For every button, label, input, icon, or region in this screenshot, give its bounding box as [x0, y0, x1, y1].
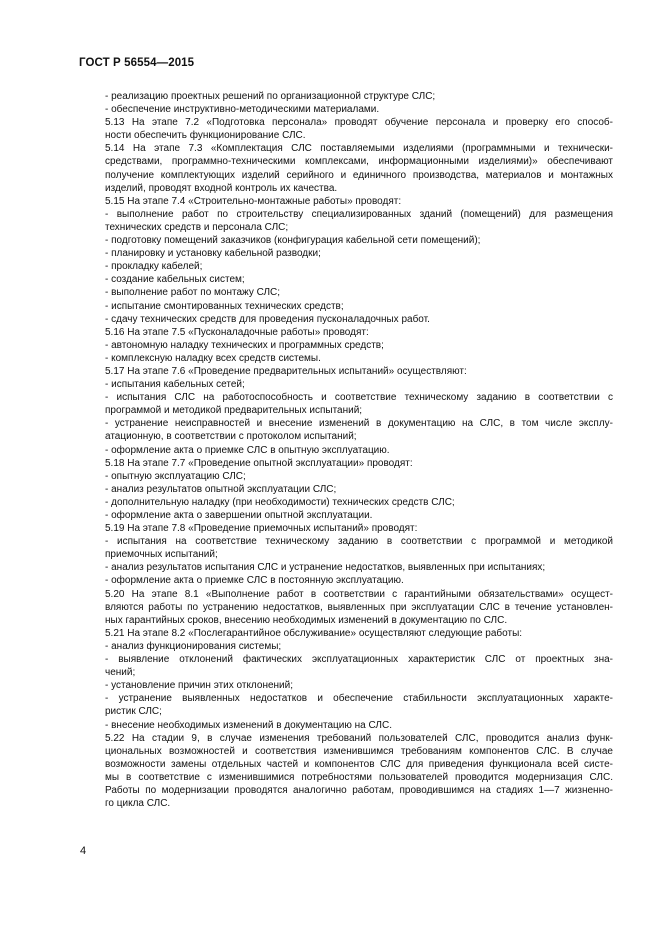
text-line: - подготовку помещений заказчиков (конфигурация кабельной сети помещений);	[105, 235, 481, 247]
paragraph	[79, 103, 613, 116]
text-line: - обеспечение инструктивно-методическими материалами.	[105, 104, 380, 116]
paragraph	[79, 391, 613, 417]
text-line: ности обеспечить функционирование СЛС.	[105, 130, 306, 142]
text-line: 5.14 На этапе 7.3 «Комплектация СЛС поставляемыми изделиями (программными и технически-	[105, 143, 613, 155]
text-line: - оформление акта о приемке СЛС в постоянную эксплуатацию.	[105, 575, 404, 587]
paragraph	[79, 300, 613, 313]
text-line: - выявление отклонений фактических эксплуатационных характеристик СЛС от проектных зна-	[105, 654, 613, 666]
paragraph	[79, 679, 613, 692]
text-line: - испытание смонтированных технических средств;	[105, 300, 344, 312]
paragraph	[79, 273, 613, 286]
text-line: 5.15 На этапе 7.4 «Строительно-монтажные работы» проводят:	[105, 195, 402, 207]
text-line: - устранение выявленных недостатков и обеспечение стабильности эксплуатационных характе-	[105, 693, 613, 705]
paragraph	[79, 208, 613, 234]
text-line: атационную, в соответствии с протоколом испытаний;	[105, 431, 357, 443]
paragraph	[79, 640, 613, 653]
text-line: 5.17 На этапе 7.6 «Проведение предварительных испытаний» осуществляют:	[105, 365, 467, 377]
paragraph	[79, 692, 613, 718]
text-line: - оформление акта о приемке СЛС в опытную эксплуатацию.	[105, 444, 390, 456]
text-line: 5.19 На этапе 7.8 «Проведение приемочных испытаний» проводят:	[105, 523, 418, 535]
paragraph	[79, 627, 613, 640]
document-body	[79, 90, 613, 810]
paragraph	[79, 234, 613, 247]
paragraph	[79, 116, 613, 142]
text-line: - оформление акта о завершении опытной эксплуатации.	[105, 510, 373, 521]
paragraph	[79, 719, 613, 732]
text-line: вляются работы по устранению недостатков, выявленных при эксплуатации СЛС в течение установлен-	[105, 601, 613, 613]
text-line: - выполнение работ по монтажу СЛС;	[105, 287, 281, 299]
text-line: - испытания на соответствие техническому заданию в соответствии с программой и методикой	[105, 536, 613, 548]
text-line: - выполнение работ по строительству специализированных зданий (помещений) для размещения	[105, 208, 613, 220]
paragraph	[79, 483, 613, 496]
paragraph	[79, 574, 613, 587]
paragraph	[79, 653, 613, 679]
text-line: изделий, проводят входной контроль их качества.	[105, 182, 338, 194]
paragraph	[79, 496, 613, 509]
paragraph	[79, 470, 613, 483]
paragraph	[79, 535, 613, 561]
paragraph	[79, 326, 613, 339]
text-line: - прокладку кабелей;	[105, 261, 203, 273]
text-line: ных гарантийных сроков, внесению необходимых изменений в документацию по СЛС.	[105, 614, 508, 626]
text-line: 5.20 На этапе 8.1 «Выполнение работ в соответствии с гарантийными обязательствами» осущест-	[105, 588, 613, 600]
text-line: - испытания кабельных сетей;	[105, 379, 245, 391]
text-line: - комплексную наладку всех средств системы.	[105, 352, 321, 364]
paragraph	[79, 588, 613, 627]
text-line: го цикла СЛС.	[105, 798, 171, 810]
text-line: 5.18 На этапе 7.7 «Проведение опытной эксплуатации» проводят:	[105, 457, 413, 469]
paragraph	[79, 247, 613, 260]
paragraph	[79, 732, 613, 811]
page-number: 4	[80, 845, 87, 857]
paragraph	[79, 90, 613, 103]
text-line: мы в соответствие с изменившимися потребностями пользователей проводится модернизация СЛС.	[105, 771, 613, 783]
document-header: ГОСТ Р 56554—2015	[79, 57, 195, 69]
text-line: приемочных испытаний;	[105, 549, 218, 561]
paragraph	[79, 417, 613, 443]
text-line: - анализ функционирования системы;	[105, 640, 282, 652]
text-line: чений;	[105, 667, 136, 679]
paragraph	[79, 522, 613, 535]
paragraph	[79, 195, 613, 208]
text-line: - опытную эксплуатацию СЛС;	[105, 470, 246, 482]
text-line: средствами, программно-техническими комплексами, информационными изделиями)» обеспечивают	[105, 156, 613, 168]
text-line: - реализацию проектных решений по организационной структуре СЛС;	[105, 91, 436, 102]
text-line: 5.16 На этапе 7.5 «Пусконаладочные работы» проводят:	[105, 326, 369, 338]
paragraph	[79, 260, 613, 273]
text-line: - дополнительную наладку (при необходимости) технических средств СЛС;	[105, 496, 455, 508]
text-line: - установление причин этих отклонений;	[105, 680, 293, 692]
text-line: программой и методикой предварительных испытаний;	[105, 405, 363, 417]
paragraph	[79, 365, 613, 378]
text-line: - планировку и установку кабельной разводки;	[105, 248, 321, 260]
paragraph	[79, 509, 613, 522]
text-line: циональных возможностей и соответствия изменившимся требованиям компонентов СЛС. В случае	[105, 745, 613, 757]
text-line: - создание кабельных систем;	[105, 274, 245, 286]
paragraph	[79, 313, 613, 326]
text-line: - устранение неисправностей и внесение изменений в документацию на СЛС, в том числе эксплу-	[105, 418, 613, 430]
paragraph	[79, 286, 613, 299]
paragraph	[79, 339, 613, 352]
text-line: - внесение необходимых изменений в документацию на СЛС.	[105, 719, 392, 731]
paragraph	[79, 444, 613, 457]
text-line: - автономную наладку технических и программных средств;	[105, 339, 384, 351]
text-line: получение комплектующих изделий серийного и единичного производства, материалов и монтажных	[105, 169, 613, 181]
text-line: технических средств и персонала СЛС;	[105, 221, 289, 233]
text-line: Работы по модернизации проводятся аналогично работам, проводившимся на стадиях 1—7 жизненно-	[105, 784, 613, 796]
text-line: возможности замены отдельных частей и компонентов СЛС для приведения функционала всей систе-	[105, 758, 613, 770]
paragraph	[79, 457, 613, 470]
text-line: ристик СЛС;	[105, 706, 162, 718]
paragraph	[79, 378, 613, 391]
text-line: - сдачу технических средств для проведения пусконаладочных работ.	[105, 313, 430, 325]
paragraph	[79, 142, 613, 194]
text-line: 5.13 На этапе 7.2 «Подготовка персонала» проводят обучение персонала и проверку его способ-	[105, 117, 613, 129]
text-line: - анализ результатов опытной эксплуатации СЛС;	[105, 483, 337, 495]
text-line: - анализ результатов испытания СЛС и устранение недостатков, выявленных при испытаниях;	[105, 562, 546, 574]
text-line: 5.21 На этапе 8.2 «Послегарантийное обслуживание» осуществляют следующие работы:	[105, 627, 523, 639]
paragraph	[79, 352, 613, 365]
text-line: 5.22 На стадии 9, в случае изменения требований пользователей СЛС, проводится анализ функ-	[105, 732, 613, 744]
text-line: - испытания СЛС на работоспособность и соответствие техническому заданию в соответствии с	[105, 392, 613, 404]
paragraph	[79, 561, 613, 574]
